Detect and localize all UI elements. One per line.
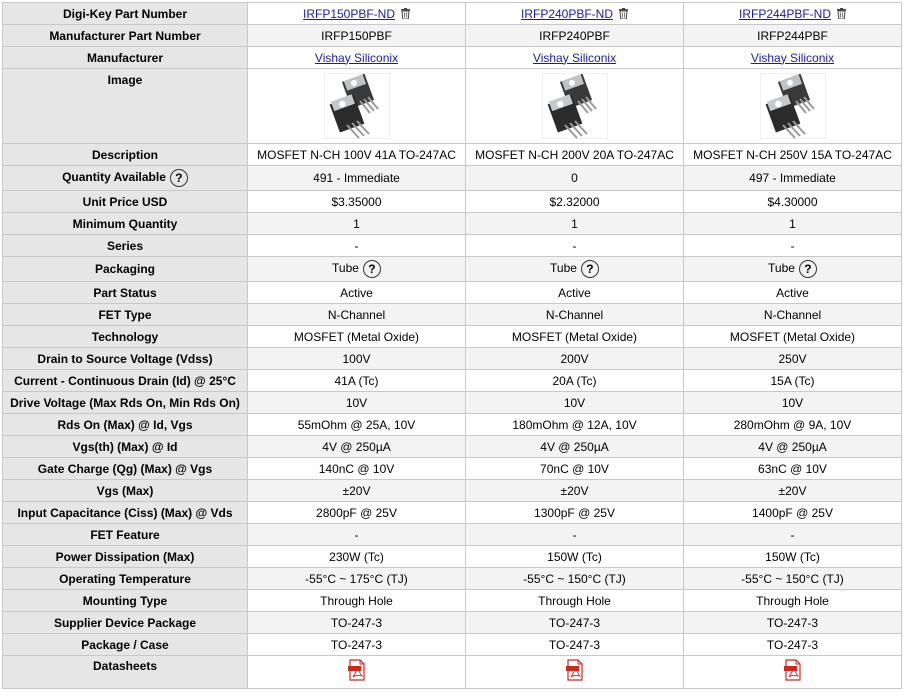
cell-manufacturer-1 bbox=[248, 47, 466, 69]
manufacturer-link[interactable]: Vishay Siliconix bbox=[532, 50, 617, 65]
product-image[interactable] bbox=[542, 73, 608, 139]
cell-value: -55°C ~ 175°C (TJ) bbox=[305, 571, 408, 586]
row-description bbox=[3, 144, 902, 166]
row-label bbox=[3, 166, 248, 191]
row-label-text: Digi-Key Part Number bbox=[62, 6, 188, 21]
cell-value: -55°C ~ 150°C (TJ) bbox=[741, 571, 844, 586]
cell-value: - bbox=[572, 527, 577, 542]
cell-technology-2 bbox=[466, 326, 684, 348]
cell-value: Through Hole bbox=[756, 593, 829, 608]
cell-datasheets-1 bbox=[248, 656, 466, 689]
help-icon[interactable]: ? bbox=[170, 169, 188, 187]
cell-value: IRFP240PBF bbox=[539, 28, 610, 43]
row-power bbox=[3, 546, 902, 568]
cell-vdss-1 bbox=[248, 348, 466, 370]
cell-value: - bbox=[354, 238, 359, 253]
row-label bbox=[3, 392, 248, 414]
cell-fet-type-2 bbox=[466, 304, 684, 326]
row-label bbox=[3, 590, 248, 612]
cell-op-temp-3 bbox=[684, 568, 902, 590]
cell-datasheets-2 bbox=[466, 656, 684, 689]
cell-mfr-pn-1 bbox=[248, 25, 466, 47]
cell-part-status-3 bbox=[684, 282, 902, 304]
cell-value: 150W (Tc) bbox=[765, 549, 820, 564]
cell-qty-available-1 bbox=[248, 166, 466, 191]
cell-fet-type-1 bbox=[248, 304, 466, 326]
row-manufacturer bbox=[3, 47, 902, 69]
cell-value: 280mOhm @ 9A, 10V bbox=[733, 417, 852, 432]
row-fet-type bbox=[3, 304, 902, 326]
cell-value: 63nC @ 10V bbox=[758, 461, 827, 476]
cell-packaging-1 bbox=[248, 257, 466, 282]
row-unit-price bbox=[3, 191, 902, 213]
cell-supplier-pkg-2 bbox=[466, 612, 684, 634]
cell-ciss-2 bbox=[466, 502, 684, 524]
row-label bbox=[3, 3, 248, 25]
cell-mounting-3 bbox=[684, 590, 902, 612]
row-label bbox=[3, 144, 248, 166]
row-label-text: Current - Continuous Drain (Id) @ 25°C bbox=[14, 373, 236, 388]
row-label-text: Gate Charge (Qg) (Max) @ Vgs bbox=[37, 461, 213, 476]
cell-packaging-2 bbox=[466, 257, 684, 282]
cell-mounting-2 bbox=[466, 590, 684, 612]
cell-value: - bbox=[572, 238, 577, 253]
row-label-text: Supplier Device Package bbox=[53, 615, 197, 630]
row-label-text: Input Capacitance (Ciss) (Max) @ Vds bbox=[17, 505, 233, 520]
cell-rds-on-2 bbox=[466, 414, 684, 436]
row-label-text: Series bbox=[106, 238, 144, 253]
row-label bbox=[3, 656, 248, 689]
row-label-text: Part Status bbox=[93, 285, 157, 300]
pdf-icon[interactable] bbox=[347, 659, 367, 681]
comparison-table bbox=[2, 2, 902, 689]
cell-value: TO-247-3 bbox=[548, 615, 601, 630]
cell-value: $3.35000 bbox=[331, 194, 382, 209]
help-icon[interactable]: ? bbox=[799, 260, 817, 278]
cell-fet-feature-3 bbox=[684, 524, 902, 546]
cell-value: MOSFET N-CH 200V 20A TO-247AC bbox=[475, 147, 674, 162]
cell-vgs-max-2 bbox=[466, 480, 684, 502]
row-label bbox=[3, 69, 248, 144]
cell-value: - bbox=[790, 238, 795, 253]
cell-value: $2.32000 bbox=[549, 194, 600, 209]
row-vgs-max bbox=[3, 480, 902, 502]
cell-vdss-3 bbox=[684, 348, 902, 370]
cell-value: 41A (Tc) bbox=[334, 373, 379, 388]
cell-value: 4V @ 250µA bbox=[758, 439, 827, 454]
row-label bbox=[3, 25, 248, 47]
cell-technology-3 bbox=[684, 326, 902, 348]
row-label-text: Technology bbox=[91, 329, 159, 344]
row-label bbox=[3, 348, 248, 370]
row-label bbox=[3, 235, 248, 257]
cell-value: 2800pF @ 25V bbox=[316, 505, 397, 520]
row-label-text: FET Type bbox=[98, 307, 152, 322]
part-number-link[interactable]: IRFP244PBF-ND bbox=[738, 6, 832, 21]
cell-rds-on-1 bbox=[248, 414, 466, 436]
cell-value: - bbox=[790, 527, 795, 542]
cell-image-3 bbox=[684, 69, 902, 144]
cell-id-1 bbox=[248, 370, 466, 392]
cell-value: 10V bbox=[563, 395, 586, 410]
row-id bbox=[3, 370, 902, 392]
cell-supplier-pkg-1 bbox=[248, 612, 466, 634]
cell-min-qty-1 bbox=[248, 213, 466, 235]
cell-description-1 bbox=[248, 144, 466, 166]
row-gate-charge bbox=[3, 458, 902, 480]
row-label bbox=[3, 414, 248, 436]
cell-value: N-Channel bbox=[327, 307, 386, 322]
row-label-text: Manufacturer Part Number bbox=[49, 28, 201, 43]
row-mounting bbox=[3, 590, 902, 612]
cell-value: Through Hole bbox=[538, 593, 611, 608]
cell-qty-available-2 bbox=[466, 166, 684, 191]
cell-fet-type-3 bbox=[684, 304, 902, 326]
row-label bbox=[3, 546, 248, 568]
cell-value: 1 bbox=[353, 216, 360, 231]
packaging-value: Tube bbox=[332, 261, 359, 276]
row-drive-voltage bbox=[3, 392, 902, 414]
cell-id-2 bbox=[466, 370, 684, 392]
packaging-value: Tube bbox=[550, 261, 577, 276]
cell-value: IRFP244PBF bbox=[757, 28, 828, 43]
cell-value: 180mOhm @ 12A, 10V bbox=[512, 417, 637, 432]
row-label bbox=[3, 304, 248, 326]
row-technology bbox=[3, 326, 902, 348]
trash-icon[interactable] bbox=[837, 8, 846, 19]
row-min-qty bbox=[3, 213, 902, 235]
row-label bbox=[3, 502, 248, 524]
cell-value: 1400pF @ 25V bbox=[752, 505, 833, 520]
row-label bbox=[3, 480, 248, 502]
manufacturer-link[interactable]: Vishay Siliconix bbox=[750, 50, 835, 65]
cell-part-status-2 bbox=[466, 282, 684, 304]
cell-id-3 bbox=[684, 370, 902, 392]
row-label-text: Vgs(th) (Max) @ Id bbox=[72, 439, 178, 454]
cell-package-case-1 bbox=[248, 634, 466, 656]
row-image bbox=[3, 69, 902, 144]
row-label bbox=[3, 282, 248, 304]
product-image[interactable] bbox=[324, 73, 390, 139]
product-image[interactable] bbox=[760, 73, 826, 139]
cell-digikey-pn-2 bbox=[466, 3, 684, 25]
row-label-text: Rds On (Max) @ Id, Vgs bbox=[57, 417, 193, 432]
cell-manufacturer-3 bbox=[684, 47, 902, 69]
cell-package-case-3 bbox=[684, 634, 902, 656]
cell-min-qty-2 bbox=[466, 213, 684, 235]
cell-value: Active bbox=[558, 285, 591, 300]
cell-value: TO-247-3 bbox=[330, 615, 383, 630]
cell-drive-voltage-2 bbox=[466, 392, 684, 414]
row-label bbox=[3, 612, 248, 634]
row-label-text: Manufacturer bbox=[86, 50, 163, 65]
row-fet-feature bbox=[3, 524, 902, 546]
row-label bbox=[3, 47, 248, 69]
cell-image-2 bbox=[466, 69, 684, 144]
cell-unit-price-2 bbox=[466, 191, 684, 213]
cell-drive-voltage-1 bbox=[248, 392, 466, 414]
cell-value: Active bbox=[776, 285, 809, 300]
cell-technology-1 bbox=[248, 326, 466, 348]
cell-description-2 bbox=[466, 144, 684, 166]
row-digikey-pn bbox=[3, 3, 902, 25]
cell-series-1 bbox=[248, 235, 466, 257]
row-ciss bbox=[3, 502, 902, 524]
cell-value: 55mOhm @ 25A, 10V bbox=[297, 417, 416, 432]
cell-power-1 bbox=[248, 546, 466, 568]
cell-series-3 bbox=[684, 235, 902, 257]
row-label-text: Datasheets bbox=[92, 659, 158, 673]
help-icon[interactable]: ? bbox=[581, 260, 599, 278]
row-label bbox=[3, 191, 248, 213]
cell-value: 4V @ 250µA bbox=[540, 439, 609, 454]
cell-mounting-1 bbox=[248, 590, 466, 612]
cell-digikey-pn-3 bbox=[684, 3, 902, 25]
cell-value: TO-247-3 bbox=[548, 637, 601, 652]
cell-gate-charge-3 bbox=[684, 458, 902, 480]
cell-unit-price-1 bbox=[248, 191, 466, 213]
cell-value: IRFP150PBF bbox=[321, 28, 392, 43]
cell-value: 10V bbox=[345, 395, 368, 410]
cell-description-3 bbox=[684, 144, 902, 166]
cell-value: MOSFET (Metal Oxide) bbox=[293, 329, 420, 344]
cell-value: ±20V bbox=[342, 483, 371, 498]
cell-part-status-1 bbox=[248, 282, 466, 304]
cell-datasheets-3 bbox=[684, 656, 902, 689]
cell-value: 140nC @ 10V bbox=[318, 461, 395, 476]
row-qty-available bbox=[3, 166, 902, 191]
packaging-value: Tube bbox=[768, 261, 795, 276]
cell-value: Active bbox=[340, 285, 373, 300]
cell-value: 1 bbox=[789, 216, 796, 231]
cell-value: ±20V bbox=[560, 483, 589, 498]
cell-packaging-3 bbox=[684, 257, 902, 282]
row-label bbox=[3, 568, 248, 590]
cell-value: -55°C ~ 150°C (TJ) bbox=[523, 571, 626, 586]
cell-value: 1 bbox=[571, 216, 578, 231]
row-label bbox=[3, 213, 248, 235]
row-label bbox=[3, 634, 248, 656]
row-package-case bbox=[3, 634, 902, 656]
row-label bbox=[3, 370, 248, 392]
part-number-link[interactable]: IRFP150PBF-ND bbox=[302, 6, 396, 21]
cell-gate-charge-2 bbox=[466, 458, 684, 480]
cell-unit-price-3 bbox=[684, 191, 902, 213]
cell-vgs-th-1 bbox=[248, 436, 466, 458]
cell-value: 15A (Tc) bbox=[770, 373, 815, 388]
cell-min-qty-3 bbox=[684, 213, 902, 235]
row-label-text: Mounting Type bbox=[82, 593, 168, 608]
cell-value: MOSFET (Metal Oxide) bbox=[729, 329, 856, 344]
cell-op-temp-2 bbox=[466, 568, 684, 590]
cell-value: $4.30000 bbox=[767, 194, 818, 209]
cell-fet-feature-1 bbox=[248, 524, 466, 546]
row-packaging bbox=[3, 257, 902, 282]
row-mfr-pn bbox=[3, 25, 902, 47]
row-label-text: Description bbox=[91, 147, 158, 162]
cell-series-2 bbox=[466, 235, 684, 257]
cell-power-2 bbox=[466, 546, 684, 568]
part-number-link[interactable]: IRFP240PBF-ND bbox=[520, 6, 614, 21]
manufacturer-link[interactable]: Vishay Siliconix bbox=[314, 50, 399, 65]
cell-value: Through Hole bbox=[320, 593, 393, 608]
cell-vgs-max-3 bbox=[684, 480, 902, 502]
cell-value: 497 - Immediate bbox=[749, 171, 836, 185]
cell-digikey-pn-1 bbox=[248, 3, 466, 25]
cell-rds-on-3 bbox=[684, 414, 902, 436]
pdf-icon[interactable] bbox=[565, 659, 585, 681]
row-label-text: Power Dissipation (Max) bbox=[55, 549, 195, 564]
row-label-text: Minimum Quantity bbox=[72, 216, 178, 231]
row-vdss bbox=[3, 348, 902, 370]
row-label-text: Quantity Available bbox=[62, 170, 166, 185]
cell-manufacturer-2 bbox=[466, 47, 684, 69]
cell-value: - bbox=[354, 527, 359, 542]
cell-value: 1300pF @ 25V bbox=[534, 505, 615, 520]
trash-icon[interactable] bbox=[619, 8, 628, 19]
row-label bbox=[3, 326, 248, 348]
cell-vdss-2 bbox=[466, 348, 684, 370]
cell-gate-charge-1 bbox=[248, 458, 466, 480]
cell-value: N-Channel bbox=[763, 307, 822, 322]
row-vgs-th bbox=[3, 436, 902, 458]
cell-value: TO-247-3 bbox=[766, 615, 819, 630]
row-label-text: FET Feature bbox=[90, 527, 160, 542]
row-label bbox=[3, 436, 248, 458]
row-label bbox=[3, 257, 248, 282]
row-label-text: Vgs (Max) bbox=[96, 483, 154, 498]
cell-qty-available-3 bbox=[684, 166, 902, 191]
row-part-status bbox=[3, 282, 902, 304]
cell-power-3 bbox=[684, 546, 902, 568]
cell-value: 250V bbox=[778, 351, 807, 366]
cell-vgs-max-1 bbox=[248, 480, 466, 502]
cell-ciss-1 bbox=[248, 502, 466, 524]
cell-vgs-th-2 bbox=[466, 436, 684, 458]
cell-op-temp-1 bbox=[248, 568, 466, 590]
row-label-text: Image bbox=[107, 73, 143, 87]
cell-vgs-th-3 bbox=[684, 436, 902, 458]
cell-drive-voltage-3 bbox=[684, 392, 902, 414]
cell-value: 491 - Immediate bbox=[313, 171, 400, 185]
row-series bbox=[3, 235, 902, 257]
row-supplier-pkg bbox=[3, 612, 902, 634]
cell-supplier-pkg-3 bbox=[684, 612, 902, 634]
row-label bbox=[3, 524, 248, 546]
cell-value: 230W (Tc) bbox=[329, 549, 384, 564]
cell-value: TO-247-3 bbox=[330, 637, 383, 652]
row-op-temp bbox=[3, 568, 902, 590]
cell-image-1 bbox=[248, 69, 466, 144]
row-datasheets bbox=[3, 656, 902, 689]
pdf-icon[interactable] bbox=[783, 659, 803, 681]
cell-mfr-pn-3 bbox=[684, 25, 902, 47]
cell-value: 0 bbox=[571, 171, 578, 185]
cell-value: 150W (Tc) bbox=[547, 549, 602, 564]
cell-value: TO-247-3 bbox=[766, 637, 819, 652]
cell-package-case-2 bbox=[466, 634, 684, 656]
cell-value: ±20V bbox=[778, 483, 807, 498]
cell-ciss-3 bbox=[684, 502, 902, 524]
row-label bbox=[3, 458, 248, 480]
cell-fet-feature-2 bbox=[466, 524, 684, 546]
row-label-text: Operating Temperature bbox=[59, 571, 191, 586]
row-label-text: Unit Price USD bbox=[82, 194, 168, 209]
row-rds-on bbox=[3, 414, 902, 436]
cell-value: MOSFET N-CH 250V 15A TO-247AC bbox=[693, 147, 892, 162]
cell-value: 20A (Tc) bbox=[552, 373, 597, 388]
cell-value: MOSFET N-CH 100V 41A TO-247AC bbox=[257, 147, 456, 162]
cell-value: 4V @ 250µA bbox=[322, 439, 391, 454]
cell-mfr-pn-2 bbox=[466, 25, 684, 47]
help-icon[interactable]: ? bbox=[363, 260, 381, 278]
cell-value: 200V bbox=[560, 351, 589, 366]
row-label-text: Package / Case bbox=[81, 637, 169, 652]
row-label-text: Packaging bbox=[94, 262, 156, 276]
trash-icon[interactable] bbox=[401, 8, 410, 19]
cell-value: 10V bbox=[781, 395, 804, 410]
row-label-text: Drive Voltage (Max Rds On, Min Rds On) bbox=[10, 395, 240, 410]
cell-value: N-Channel bbox=[545, 307, 604, 322]
cell-value: 70nC @ 10V bbox=[540, 461, 609, 476]
row-label-text: Drain to Source Voltage (Vdss) bbox=[37, 351, 213, 366]
cell-value: 100V bbox=[342, 351, 371, 366]
cell-value: MOSFET (Metal Oxide) bbox=[511, 329, 638, 344]
